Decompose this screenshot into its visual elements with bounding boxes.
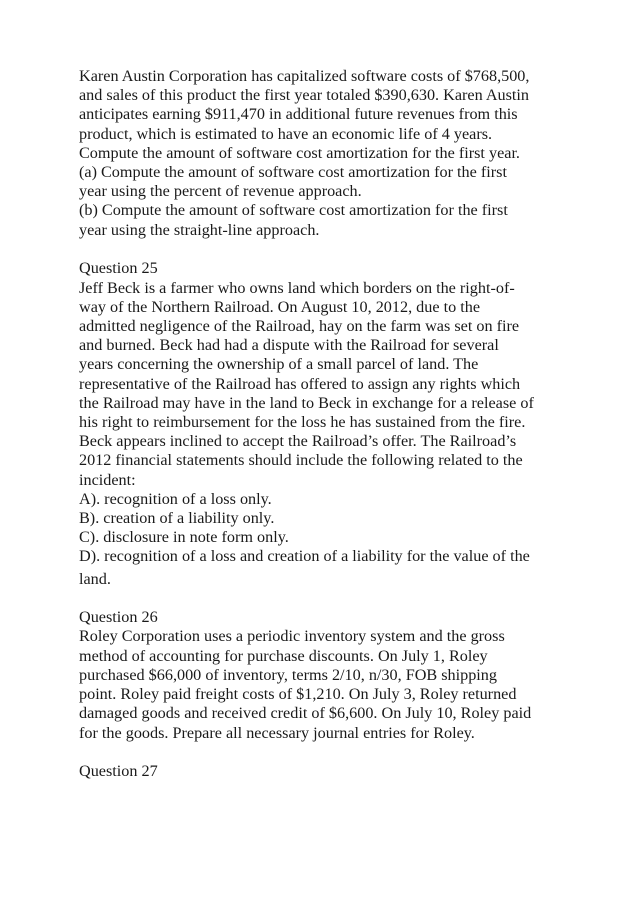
text-line: year using the straight-line approach. (79, 220, 320, 239)
text-line: year using the percent of revenue approach. (79, 182, 362, 201)
text-line: Jeff Beck is a farmer who owns land which borders on the right-of- (79, 278, 515, 297)
text-line: purchased $66,000 of inventory, terms 2/10, n/30, FOB shipping (79, 665, 497, 684)
question-heading: Question 27 (79, 762, 158, 781)
text-line: product, which is estimated to have an economic life of 4 years. (79, 124, 493, 143)
text-line: and burned. Beck had had a dispute with the Railroad for several (79, 336, 499, 355)
text-line: 2012 financial statements should include the following related to the (79, 451, 523, 470)
question-26 (79, 608, 579, 742)
paragraph-gap (79, 743, 579, 763)
text-line: method of accounting for purchase discounts. On July 1, Roley (79, 646, 488, 665)
question-25 (79, 259, 579, 588)
text-line: and sales of this product the first year totaled $390,630. Karen Austin (79, 86, 530, 105)
answer-option-a: A). recognition of a loss only. (79, 489, 272, 508)
text-line: his right to reimbursement for the loss he has sustained from the fire. (79, 412, 526, 431)
paragraph-gap (79, 240, 579, 260)
text-line: representative of the Railroad has offered to assign any rights which (79, 374, 521, 393)
text-line: Roley Corporation uses a periodic inventory system and the gross (79, 627, 505, 646)
text-line: point. Roley paid freight costs of $1,210. On July 3, Roley returned (79, 685, 517, 704)
text-line: for the goods. Prepare all necessary journal entries for Roley. (79, 723, 475, 742)
text-line: way of the Northern Railroad. On August 10, 2012, due to the (79, 297, 481, 316)
answer-option-d-continued: land. (79, 569, 111, 588)
text-line: Compute the amount of software cost amortization for the first year. (79, 143, 520, 162)
intro-paragraph (79, 67, 579, 240)
answer-option-d: D). recognition of a loss and creation of a liability for the value of the (79, 547, 530, 566)
text-line: admitted negligence of the Railroad, hay on the farm was set on fire (79, 316, 520, 335)
question-heading: Question 25 (79, 259, 158, 278)
text-line: (b) Compute the amount of software cost amortization for the first (79, 201, 508, 220)
text-line: the Railroad may have in the land to Beck in exchange for a release of (79, 393, 534, 412)
question-27 (79, 762, 579, 781)
paragraph-gap (79, 589, 579, 609)
text-line: incident: (79, 470, 136, 489)
text-line: (a) Compute the amount of software cost amortization for the first (79, 163, 507, 182)
text-line: damaged goods and received credit of $6,600. On July 10, Roley paid (79, 704, 532, 723)
question-heading: Question 26 (79, 608, 158, 627)
text-line: anticipates earning $911,470 in additional future revenues from this (79, 105, 518, 124)
text-line: Beck appears inclined to accept the Railroad’s offer. The Railroad’s (79, 432, 517, 451)
answer-option-b: B). creation of a liability only. (79, 508, 275, 527)
text-line: Karen Austin Corporation has capitalized software costs of $768,500, (79, 67, 530, 85)
text-line: years concerning the ownership of a small parcel of land. The (79, 355, 479, 374)
document-page (79, 67, 579, 781)
answer-option-c: C). disclosure in note form only. (79, 528, 289, 547)
